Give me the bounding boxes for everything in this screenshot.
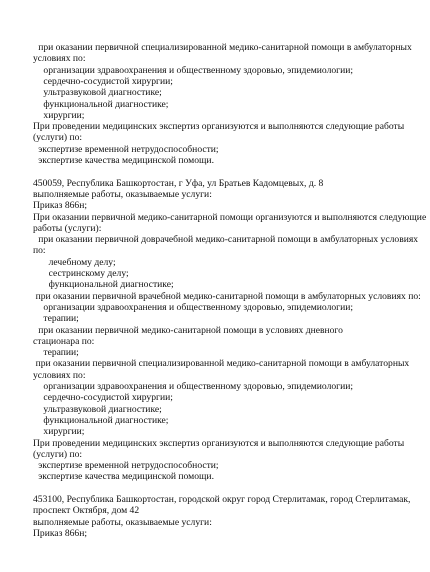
text-line: хирургии; (43, 426, 85, 438)
text-line: при оказании первичной специализированной медико-санитарной помощи в амбулаторных (35, 358, 410, 370)
text-line: При проведении медицинских экспертиз организуются и выполняются следующие работы (33, 121, 405, 133)
text-line: работы (услуги): (33, 222, 102, 234)
text-line: ультразвуковой диагностике; (43, 87, 162, 99)
text-line: (услуги) по: (33, 132, 83, 144)
text-line: Приказ 866н; (33, 527, 88, 539)
text-line: хирургии; (43, 109, 85, 121)
text-line: (услуги) по: (33, 448, 83, 460)
text-line: организации здравоохранения и общественному здоровью, эпидемиологии; (43, 301, 354, 313)
text-line: организации здравоохранения и общественному здоровью, эпидемиологии; (43, 64, 354, 76)
text-line: при оказании первичной врачебной медико-санитарной помощи в амбулаторных условиях по: (35, 290, 421, 302)
text-line: стационара по: (33, 335, 95, 347)
text-line: при оказании первичной доврачебной медико-санитарной помощи в амбулаторных условиях (38, 234, 419, 246)
text-line: выполняемые работы, оказываемые услуги: (33, 188, 212, 200)
text-line: по: (33, 245, 46, 257)
text-line: выполняемые работы, оказываемые услуги: (33, 516, 212, 528)
text-line: ультразвуковой диагностике; (43, 403, 162, 415)
text-line: экспертизе временной нетрудоспособности; (38, 143, 219, 155)
text-line: сердечно-сосудистой хирургии; (43, 392, 173, 404)
text-line: Приказ 866н; (33, 200, 88, 212)
text-line: сердечно-сосудистой хирургии; (43, 75, 173, 87)
text-line: при оказании первичной специализированной медико-санитарной помощи в амбулаторных (38, 42, 412, 53)
text-line: лечебному делу; (48, 256, 116, 268)
text-line: функциональной диагностике; (43, 414, 169, 426)
text-line: при оказании первичной медико-санитарной помощи в условиях дневного (38, 324, 343, 336)
text-line: 450059, Республика Башкортостан, г Уфа, ул Братьев Кадомцевых, д. 8 (33, 177, 324, 189)
text-line: условиях по: (33, 369, 86, 381)
text-line: экспертизе качества медицинской помощи. (38, 155, 214, 166)
text-line: проспект Октября, дом 42 (33, 505, 140, 517)
text-line: терапии; (43, 347, 79, 359)
text-line: При проведении медицинских экспертиз организуются и выполняются следующие работы (33, 437, 405, 449)
text-line: организации здравоохранения и общественному здоровью, эпидемиологии; (43, 381, 354, 392)
text-line: функциональной диагностике; (48, 279, 174, 291)
text-line: 453100, Республика Башкортостан, городской округ город Стерлитамак, город Стерлитамак, (33, 494, 411, 505)
text-line: условиях по: (33, 53, 86, 65)
text-line: сестринскому делу; (48, 268, 129, 279)
text-line: терапии; (43, 313, 79, 325)
text-line: экспертизе временной нетрудоспособности; (38, 460, 219, 472)
text-line: экспертизе качества медицинской помощи. (38, 471, 214, 483)
text-line: функциональной диагностике; (43, 98, 169, 110)
text-line: При оказании первичной медико-санитарной помощи организуются и выполняются следующие (33, 211, 427, 223)
